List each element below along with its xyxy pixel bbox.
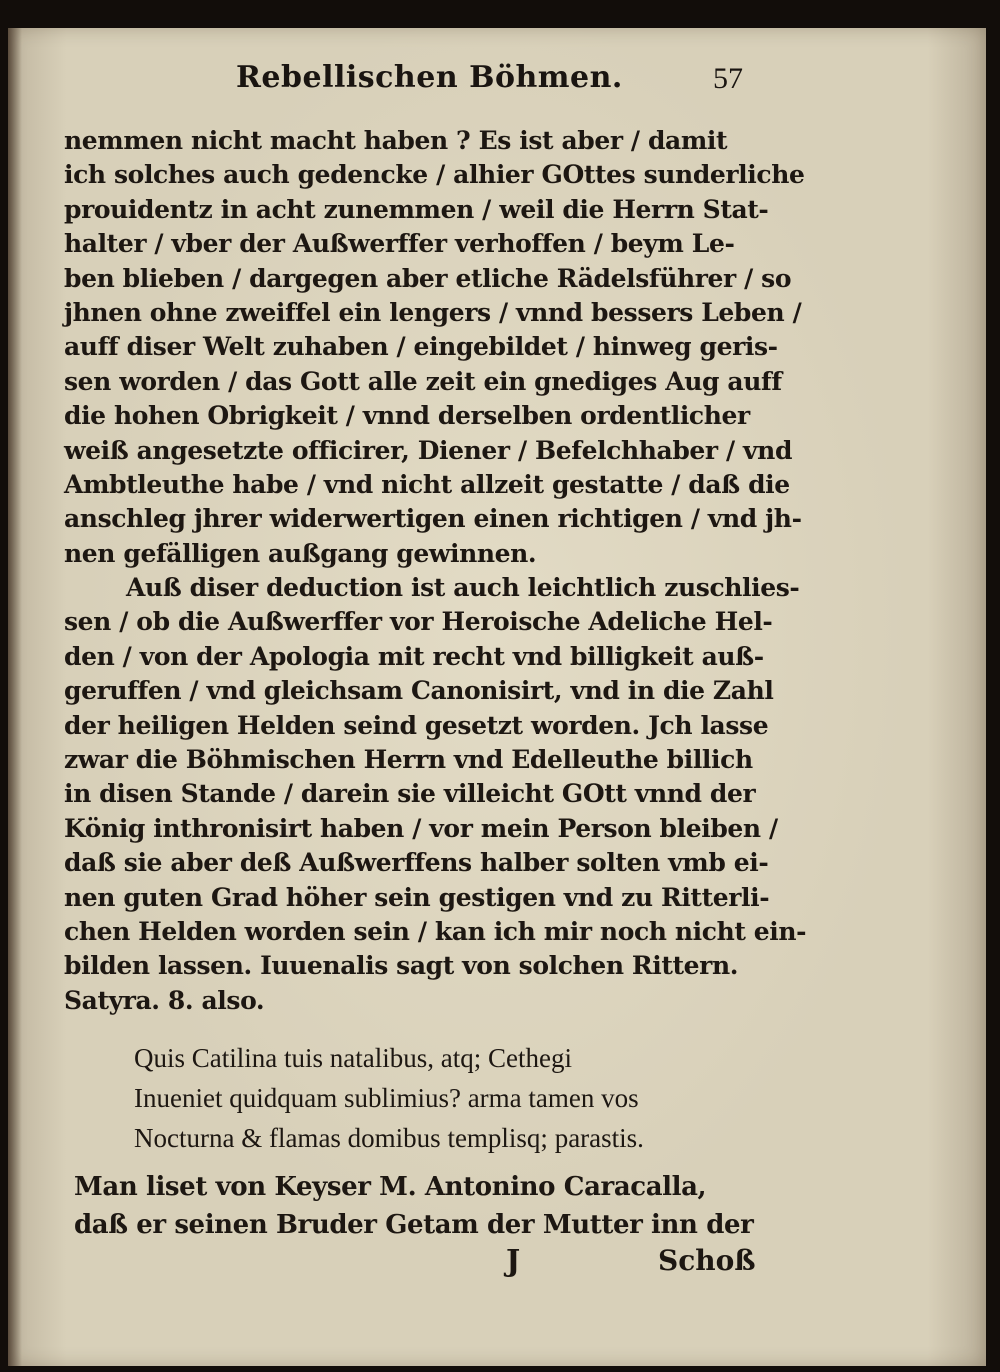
text-line: die hohen Obrigkeit / vnnd derselben ordentlicher bbox=[64, 401, 750, 431]
text-line: König inthronisirt haben / vor mein Person bleiben / bbox=[64, 813, 778, 843]
text-line: weiß angesetzte officirer, Diener / Befelchhaber / vnd bbox=[64, 435, 793, 465]
closing-text bbox=[74, 1168, 784, 1244]
text-line: Man liset von Keyser M. Antonino Caracalla, bbox=[74, 1172, 707, 1202]
text-line: bilden lassen. Iuuenalis sagt von solchen Rittern. bbox=[64, 951, 739, 981]
text-line: der heiligen Helden seind gesetzt worden. Jch lasse bbox=[64, 710, 769, 740]
text-line: ben blieben / dargegen aber etliche Rädelsführer / so bbox=[64, 263, 792, 293]
catchword: Schoß bbox=[658, 1244, 756, 1277]
paragraph-start-line: Auß diser deduction ist auch leichtlich zuschlies- bbox=[126, 573, 800, 603]
book-page bbox=[8, 28, 986, 1366]
page-number: 57 bbox=[713, 62, 743, 95]
text-line: daß sie aber deß Außwerffens halber solten vmb ei- bbox=[64, 848, 769, 878]
page-gutter-shadow bbox=[8, 28, 22, 1366]
text-line: jhnen ohne zweiffel ein lengers / vnnd bessers Leben / bbox=[64, 297, 802, 327]
latin-quotation bbox=[134, 1038, 774, 1158]
quote-line: Nocturna & flamas domibus templisq; parastis. bbox=[134, 1123, 644, 1153]
text-line: den / von der Apologia mit recht vnd billigkeit auß- bbox=[64, 641, 764, 671]
text-line: auff diser Welt zuhaben / eingebildet / hinweg geris- bbox=[64, 332, 778, 362]
text-line: anschleg jhrer widerwertigen einen richtigen / vnd jh- bbox=[64, 504, 802, 534]
quote-line: Inueniet quidquam sublimius? arma tamen vos bbox=[134, 1083, 639, 1113]
text-line: daß er seinen Bruder Getam der Mutter inn der bbox=[74, 1210, 754, 1240]
main-text bbox=[64, 124, 807, 1018]
page-header bbox=[8, 60, 986, 108]
text-line: Ambtleuthe habe / vnd nicht allzeit gestatte / daß die bbox=[64, 469, 790, 499]
text-line: prouidentz in acht zunemmen / weil die Herrn Stat- bbox=[64, 194, 769, 224]
quote-line: Quis Catilina tuis natalibus, atq; Cethegi bbox=[134, 1043, 572, 1073]
text-line: geruffen / vnd gleichsam Canonisirt, vnd in die Zahl bbox=[64, 676, 774, 706]
text-line: sen / ob die Außwerffer vor Heroische Adeliche Hel- bbox=[64, 607, 773, 637]
text-line: in disen Stande / darein sie villeicht GOtt vnnd der bbox=[64, 779, 756, 809]
text-line: nen guten Grad höher sein gestigen vnd zu Ritterli- bbox=[64, 882, 770, 912]
text-line: ich solches auch gedencke / alhier GOttes sunderliche bbox=[64, 160, 805, 190]
text-line: sen worden / das Gott alle zeit ein gnediges Aug auff bbox=[64, 366, 782, 396]
text-line: nen gefälligen außgang gewinnen. bbox=[64, 538, 537, 568]
text-line: chen Helden worden sein / kan ich mir noch nicht ein- bbox=[64, 916, 807, 946]
text-line: zwar die Böhmischen Herrn vnd Edelleuthe billich bbox=[64, 745, 753, 775]
running-title: Rebellischen Böhmen. bbox=[236, 60, 623, 95]
text-line: Satyra. 8. also. bbox=[64, 985, 265, 1015]
text-line: nemmen nicht macht haben ? Es ist aber / damit bbox=[64, 126, 728, 155]
text-line: halter / vber der Außwerffer verhoffen / beym Le- bbox=[64, 229, 735, 259]
signature-mark: J bbox=[506, 1244, 521, 1279]
